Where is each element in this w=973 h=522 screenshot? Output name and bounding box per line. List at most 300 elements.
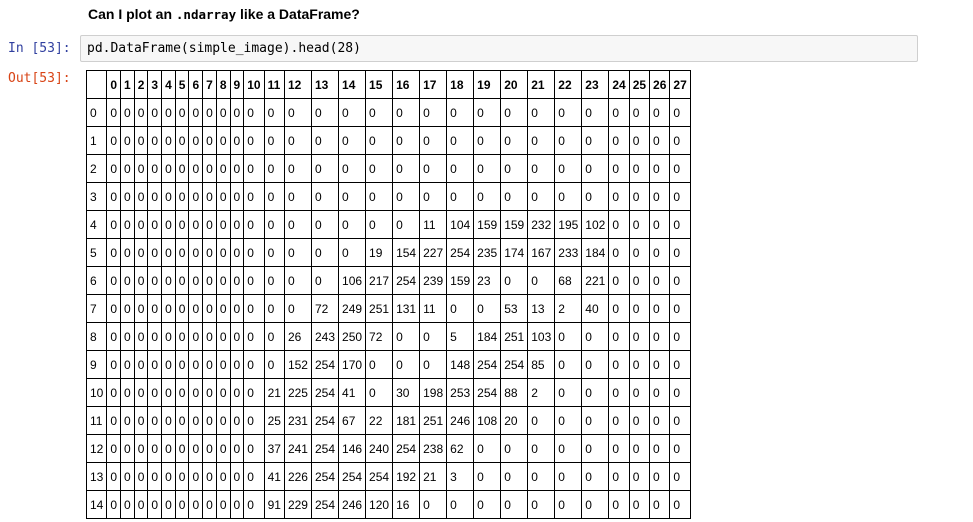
table-cell: 0: [216, 155, 230, 183]
column-header: 12: [284, 71, 311, 99]
table-cell: 0: [107, 183, 121, 211]
table-cell: 0: [203, 407, 217, 435]
table-cell: 250: [339, 323, 366, 351]
table-cell: 67: [339, 407, 366, 435]
heading-text-before: Can I plot an: [88, 6, 176, 22]
table-cell: 0: [107, 155, 121, 183]
table-cell: 0: [189, 435, 203, 463]
table-cell: 0: [366, 155, 393, 183]
table-cell: 0: [162, 183, 176, 211]
table-cell: 0: [609, 435, 629, 463]
table-cell: 0: [162, 211, 176, 239]
table-cell: 0: [284, 211, 311, 239]
table-cell: 0: [189, 323, 203, 351]
table-cell: 0: [447, 295, 474, 323]
table-cell: 0: [528, 435, 555, 463]
table-cell: 0: [121, 211, 135, 239]
column-header: 6: [189, 71, 203, 99]
table-cell: 0: [244, 407, 264, 435]
row-index-cell: 12: [87, 435, 107, 463]
table-cell: 0: [189, 295, 203, 323]
table-cell: 0: [339, 239, 366, 267]
table-cell: 13: [528, 295, 555, 323]
table-cell: 0: [501, 435, 528, 463]
table-cell: 0: [339, 211, 366, 239]
table-cell: 0: [555, 99, 582, 127]
table-cell: 0: [230, 239, 244, 267]
table-cell: 0: [609, 407, 629, 435]
table-cell: 148: [447, 351, 474, 379]
table-cell: 0: [230, 435, 244, 463]
table-cell: 0: [629, 99, 649, 127]
table-cell: 62: [447, 435, 474, 463]
table-cell: 0: [230, 99, 244, 127]
table-row: [87, 491, 691, 519]
table-cell: 0: [528, 127, 555, 155]
table-cell: 19: [366, 239, 393, 267]
table-cell: 0: [528, 463, 555, 491]
column-header: 11: [264, 71, 284, 99]
table-cell: 0: [107, 351, 121, 379]
table-cell: 0: [216, 435, 230, 463]
table-cell: 240: [366, 435, 393, 463]
table-row: [87, 323, 691, 351]
table-cell: 40: [582, 295, 609, 323]
table-cell: 0: [629, 379, 649, 407]
table-cell: 0: [175, 295, 189, 323]
table-cell: 0: [244, 295, 264, 323]
table-cell: 232: [528, 211, 555, 239]
table-cell: 88: [501, 379, 528, 407]
table-cell: 225: [284, 379, 311, 407]
table-cell: 235: [474, 239, 501, 267]
table-cell: 0: [134, 267, 148, 295]
table-cell: 0: [501, 463, 528, 491]
input-prompt: In [53]:: [8, 41, 71, 56]
table-cell: 0: [629, 295, 649, 323]
table-cell: 68: [555, 267, 582, 295]
table-cell: 0: [148, 323, 162, 351]
table-cell: 221: [582, 267, 609, 295]
column-header: 14: [339, 71, 366, 99]
table-cell: 0: [189, 267, 203, 295]
table-cell: 104: [447, 211, 474, 239]
table-cell: 246: [339, 491, 366, 519]
table-cell: 0: [311, 211, 338, 239]
table-cell: 0: [189, 99, 203, 127]
table-row: [87, 435, 691, 463]
table-cell: 254: [311, 491, 338, 519]
table-cell: 0: [216, 295, 230, 323]
table-cell: 0: [244, 211, 264, 239]
table-cell: 0: [148, 491, 162, 519]
table-cell: 0: [175, 351, 189, 379]
table-cell: 0: [528, 407, 555, 435]
table-cell: 0: [582, 155, 609, 183]
table-cell: 0: [393, 183, 420, 211]
table-cell: 0: [230, 407, 244, 435]
table-cell: 0: [311, 99, 338, 127]
table-cell: 0: [121, 491, 135, 519]
table-cell: 0: [216, 407, 230, 435]
code-cell-input[interactable]: [80, 35, 918, 62]
table-cell: 0: [582, 491, 609, 519]
table-cell: 231: [284, 407, 311, 435]
table-cell: 0: [609, 211, 629, 239]
table-cell: 0: [134, 435, 148, 463]
table-cell: 0: [650, 267, 670, 295]
table-cell: 0: [670, 323, 690, 351]
table-cell: 0: [203, 99, 217, 127]
table-cell: 0: [670, 155, 690, 183]
table-cell: 0: [284, 295, 311, 323]
table-cell: 0: [203, 435, 217, 463]
column-header: 20: [501, 71, 528, 99]
table-cell: 0: [670, 379, 690, 407]
table-cell: 0: [244, 463, 264, 491]
table-cell: 0: [148, 435, 162, 463]
table-cell: 0: [162, 379, 176, 407]
table-row: [87, 183, 691, 211]
table-cell: 0: [107, 435, 121, 463]
table-cell: 0: [393, 99, 420, 127]
table-cell: 239: [420, 267, 447, 295]
output-prompt: Out[53]:: [8, 71, 71, 86]
table-cell: 0: [670, 99, 690, 127]
table-cell: 0: [393, 323, 420, 351]
table-cell: 0: [230, 379, 244, 407]
table-cell: 198: [420, 379, 447, 407]
table-cell: 0: [162, 295, 176, 323]
table-cell: 0: [629, 183, 649, 211]
table-cell: 0: [582, 435, 609, 463]
table-cell: 0: [121, 295, 135, 323]
table-cell: 159: [501, 211, 528, 239]
table-cell: 0: [148, 267, 162, 295]
table-cell: 0: [175, 127, 189, 155]
row-index-cell: 9: [87, 351, 107, 379]
table-cell: 195: [555, 211, 582, 239]
table-cell: 0: [216, 211, 230, 239]
table-cell: 0: [244, 351, 264, 379]
table-cell: 0: [134, 211, 148, 239]
table-cell: 0: [447, 155, 474, 183]
table-cell: 0: [555, 155, 582, 183]
table-cell: 238: [420, 435, 447, 463]
table-cell: 0: [670, 127, 690, 155]
table-cell: 103: [528, 323, 555, 351]
table-cell: 0: [107, 407, 121, 435]
table-cell: 0: [203, 267, 217, 295]
table-cell: 0: [216, 323, 230, 351]
table-cell: 53: [501, 295, 528, 323]
table-cell: 254: [474, 379, 501, 407]
table-cell: 0: [650, 183, 670, 211]
table-cell: 0: [107, 379, 121, 407]
heading-inline-code: .ndarray: [175, 7, 237, 22]
table-cell: 0: [582, 407, 609, 435]
column-header: 25: [629, 71, 649, 99]
table-cell: 131: [393, 295, 420, 323]
table-cell: 0: [650, 99, 670, 127]
column-header: 23: [582, 71, 609, 99]
table-cell: 0: [650, 379, 670, 407]
column-header: 26: [650, 71, 670, 99]
table-cell: 0: [230, 155, 244, 183]
column-header: 2: [134, 71, 148, 99]
table-cell: 0: [203, 239, 217, 267]
table-cell: 0: [121, 183, 135, 211]
dataframe-table: [86, 70, 691, 519]
table-cell: 181: [393, 407, 420, 435]
table-cell: 0: [189, 155, 203, 183]
table-cell: 108: [474, 407, 501, 435]
table-cell: 0: [609, 239, 629, 267]
table-cell: 0: [189, 379, 203, 407]
table-cell: 0: [555, 127, 582, 155]
table-cell: 0: [148, 99, 162, 127]
table-cell: 0: [162, 463, 176, 491]
table-cell: 21: [420, 463, 447, 491]
table-cell: 0: [609, 379, 629, 407]
table-cell: 0: [629, 463, 649, 491]
table-cell: 0: [555, 491, 582, 519]
column-header: 18: [447, 71, 474, 99]
table-cell: 0: [148, 239, 162, 267]
table-cell: 16: [393, 491, 420, 519]
table-cell: 0: [244, 491, 264, 519]
table-cell: 0: [175, 379, 189, 407]
table-cell: 106: [339, 267, 366, 295]
table-cell: 0: [528, 99, 555, 127]
table-cell: 0: [555, 183, 582, 211]
table-cell: 0: [284, 267, 311, 295]
table-cell: 0: [650, 407, 670, 435]
table-cell: 0: [134, 295, 148, 323]
table-cell: 0: [609, 491, 629, 519]
table-cell: 0: [162, 407, 176, 435]
table-row: [87, 463, 691, 491]
table-cell: 0: [609, 183, 629, 211]
table-cell: 0: [501, 99, 528, 127]
row-index-cell: 1: [87, 127, 107, 155]
table-cell: 0: [474, 127, 501, 155]
table-cell: 0: [420, 99, 447, 127]
table-cell: 0: [501, 127, 528, 155]
table-cell: 0: [203, 211, 217, 239]
table-cell: 0: [162, 267, 176, 295]
table-cell: 0: [284, 99, 311, 127]
table-cell: 0: [339, 155, 366, 183]
table-cell: 254: [366, 463, 393, 491]
table-cell: 0: [650, 463, 670, 491]
table-cell: 0: [609, 99, 629, 127]
table-cell: 0: [175, 239, 189, 267]
table-cell: 254: [474, 351, 501, 379]
table-cell: 184: [474, 323, 501, 351]
table-cell: 254: [311, 435, 338, 463]
table-cell: 0: [134, 491, 148, 519]
table-cell: 0: [629, 491, 649, 519]
column-header: 22: [555, 71, 582, 99]
table-cell: 0: [148, 407, 162, 435]
table-cell: 0: [582, 183, 609, 211]
table-cell: 0: [189, 491, 203, 519]
table-cell: 0: [121, 407, 135, 435]
table-cell: 0: [670, 239, 690, 267]
row-index-cell: 7: [87, 295, 107, 323]
table-cell: 0: [311, 155, 338, 183]
markdown-heading: [88, 6, 360, 22]
table-cell: 0: [555, 463, 582, 491]
table-cell: 254: [447, 239, 474, 267]
table-cell: 91: [264, 491, 284, 519]
table-cell: 0: [203, 295, 217, 323]
table-cell: 0: [670, 211, 690, 239]
table-cell: 0: [474, 155, 501, 183]
table-cell: 0: [474, 435, 501, 463]
table-cell: 0: [162, 239, 176, 267]
table-cell: 0: [121, 99, 135, 127]
table-cell: 0: [264, 239, 284, 267]
table-cell: 0: [650, 491, 670, 519]
table-cell: 0: [134, 155, 148, 183]
table-cell: 0: [175, 323, 189, 351]
table-cell: 0: [528, 491, 555, 519]
table-cell: 0: [629, 267, 649, 295]
table-cell: 0: [216, 99, 230, 127]
table-cell: 0: [670, 183, 690, 211]
table-cell: 0: [216, 463, 230, 491]
table-cell: 0: [650, 323, 670, 351]
table-cell: 0: [555, 435, 582, 463]
table-cell: 0: [501, 155, 528, 183]
table-cell: 0: [121, 323, 135, 351]
table-cell: 0: [501, 267, 528, 295]
table-cell: 0: [244, 323, 264, 351]
table-cell: 0: [393, 351, 420, 379]
table-cell: 0: [244, 239, 264, 267]
table-cell: 154: [393, 239, 420, 267]
table-cell: 0: [216, 127, 230, 155]
table-cell: 0: [121, 155, 135, 183]
table-cell: 0: [244, 155, 264, 183]
table-cell: 241: [284, 435, 311, 463]
table-cell: 0: [121, 463, 135, 491]
table-row: [87, 211, 691, 239]
table-cell: 0: [134, 463, 148, 491]
table-cell: 0: [148, 183, 162, 211]
table-cell: 0: [555, 407, 582, 435]
table-cell: 2: [528, 379, 555, 407]
table-body: [87, 99, 691, 519]
table-cell: 0: [230, 491, 244, 519]
table-cell: 0: [203, 183, 217, 211]
table-cell: 0: [582, 127, 609, 155]
table-cell: 0: [175, 407, 189, 435]
table-cell: 0: [189, 239, 203, 267]
table-cell: 0: [650, 295, 670, 323]
row-index-cell: 10: [87, 379, 107, 407]
table-row: [87, 239, 691, 267]
table-cell: 0: [148, 379, 162, 407]
table-cell: 233: [555, 239, 582, 267]
table-cell: 0: [203, 127, 217, 155]
table-cell: 0: [629, 435, 649, 463]
table-cell: 0: [629, 407, 649, 435]
table-cell: 0: [203, 379, 217, 407]
table-cell: 26: [284, 323, 311, 351]
table-cell: 0: [339, 99, 366, 127]
table-cell: 0: [107, 211, 121, 239]
table-row: [87, 155, 691, 183]
table-cell: 0: [311, 183, 338, 211]
table-cell: 102: [582, 211, 609, 239]
table-cell: 0: [216, 267, 230, 295]
table-cell: 0: [134, 127, 148, 155]
table-cell: 229: [284, 491, 311, 519]
table-cell: 0: [311, 267, 338, 295]
table-cell: 0: [366, 99, 393, 127]
column-header: 17: [420, 71, 447, 99]
table-cell: 0: [670, 491, 690, 519]
table-cell: 0: [447, 491, 474, 519]
column-header: 9: [230, 71, 244, 99]
column-header: 24: [609, 71, 629, 99]
table-cell: 0: [555, 379, 582, 407]
column-header: 0: [107, 71, 121, 99]
table-cell: 0: [134, 351, 148, 379]
table-cell: 0: [284, 183, 311, 211]
table-cell: 0: [366, 183, 393, 211]
table-cell: 0: [629, 155, 649, 183]
table-cell: 0: [107, 323, 121, 351]
table-cell: 0: [189, 183, 203, 211]
table-cell: 0: [121, 267, 135, 295]
table-cell: 0: [175, 435, 189, 463]
table-cell: 159: [447, 267, 474, 295]
table-cell: 0: [629, 323, 649, 351]
table-cell: 0: [609, 155, 629, 183]
table-cell: 41: [264, 463, 284, 491]
table-cell: 11: [420, 295, 447, 323]
table-cell: 0: [420, 155, 447, 183]
table-cell: 0: [284, 239, 311, 267]
column-header: 10: [244, 71, 264, 99]
table-cell: 0: [339, 183, 366, 211]
table-cell: 253: [447, 379, 474, 407]
row-index-cell: 3: [87, 183, 107, 211]
table-cell: 0: [175, 491, 189, 519]
table-cell: 146: [339, 435, 366, 463]
code-text[interactable]: pd.DataFrame(simple_image).head(28): [87, 41, 361, 56]
table-cell: 0: [609, 127, 629, 155]
table-cell: 0: [264, 127, 284, 155]
table-cell: 0: [148, 463, 162, 491]
table-cell: 0: [189, 127, 203, 155]
table-cell: 0: [175, 183, 189, 211]
table-cell: 0: [230, 127, 244, 155]
table-cell: 72: [311, 295, 338, 323]
table-cell: 0: [670, 351, 690, 379]
table-cell: 0: [670, 267, 690, 295]
table-cell: 0: [609, 351, 629, 379]
column-header: 19: [474, 71, 501, 99]
table-cell: 85: [528, 351, 555, 379]
table-cell: 0: [175, 99, 189, 127]
table-cell: 217: [366, 267, 393, 295]
table-cell: 0: [134, 323, 148, 351]
